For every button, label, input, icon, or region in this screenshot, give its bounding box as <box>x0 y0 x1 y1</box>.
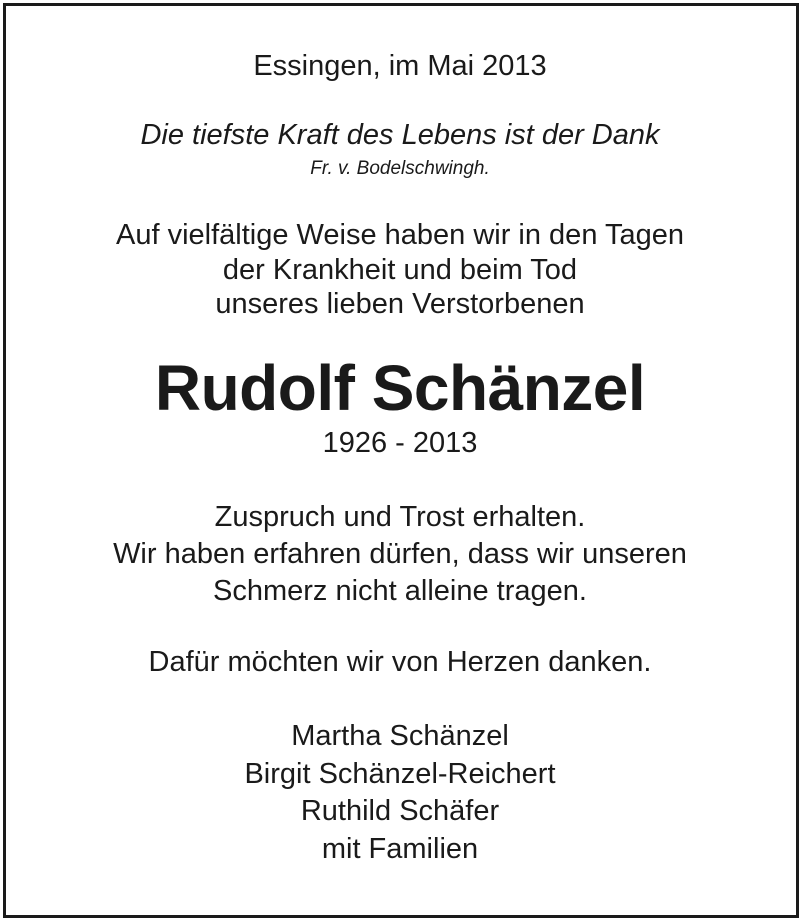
signatory: Ruthild Schäfer <box>300 795 500 827</box>
signatory: Martha Schänzel <box>291 720 509 752</box>
intro-line: Auf vielfältige Weise haben wir in den Tagen <box>115 219 684 251</box>
intro-line: der Krankheit und beim Tod <box>222 254 578 286</box>
signatory: Birgit Schänzel-Reichert <box>244 758 556 790</box>
intro-line: unseres lieben Verstorbenen <box>215 288 585 320</box>
thanks-line: Dafür möchten wir von Herzen danken. <box>148 646 652 678</box>
place-date: Essingen, im Mai 2013 <box>253 50 547 82</box>
comfort-line: Zuspruch und Trost erhalten. <box>214 501 586 533</box>
comfort-line: Schmerz nicht alleine tragen. <box>213 575 587 607</box>
deceased-name: Rudolf Schänzel <box>154 352 646 424</box>
signatory: mit Familien <box>321 833 479 865</box>
comfort-line: Wir haben erfahren dürfen, dass wir unseren <box>113 538 687 570</box>
motto-quote: Die tiefste Kraft des Lebens ist der Dank <box>140 119 660 151</box>
deceased-years: 1926 - 2013 <box>322 427 478 459</box>
motto-author: Fr. v. Bodelschwingh. <box>310 158 490 179</box>
